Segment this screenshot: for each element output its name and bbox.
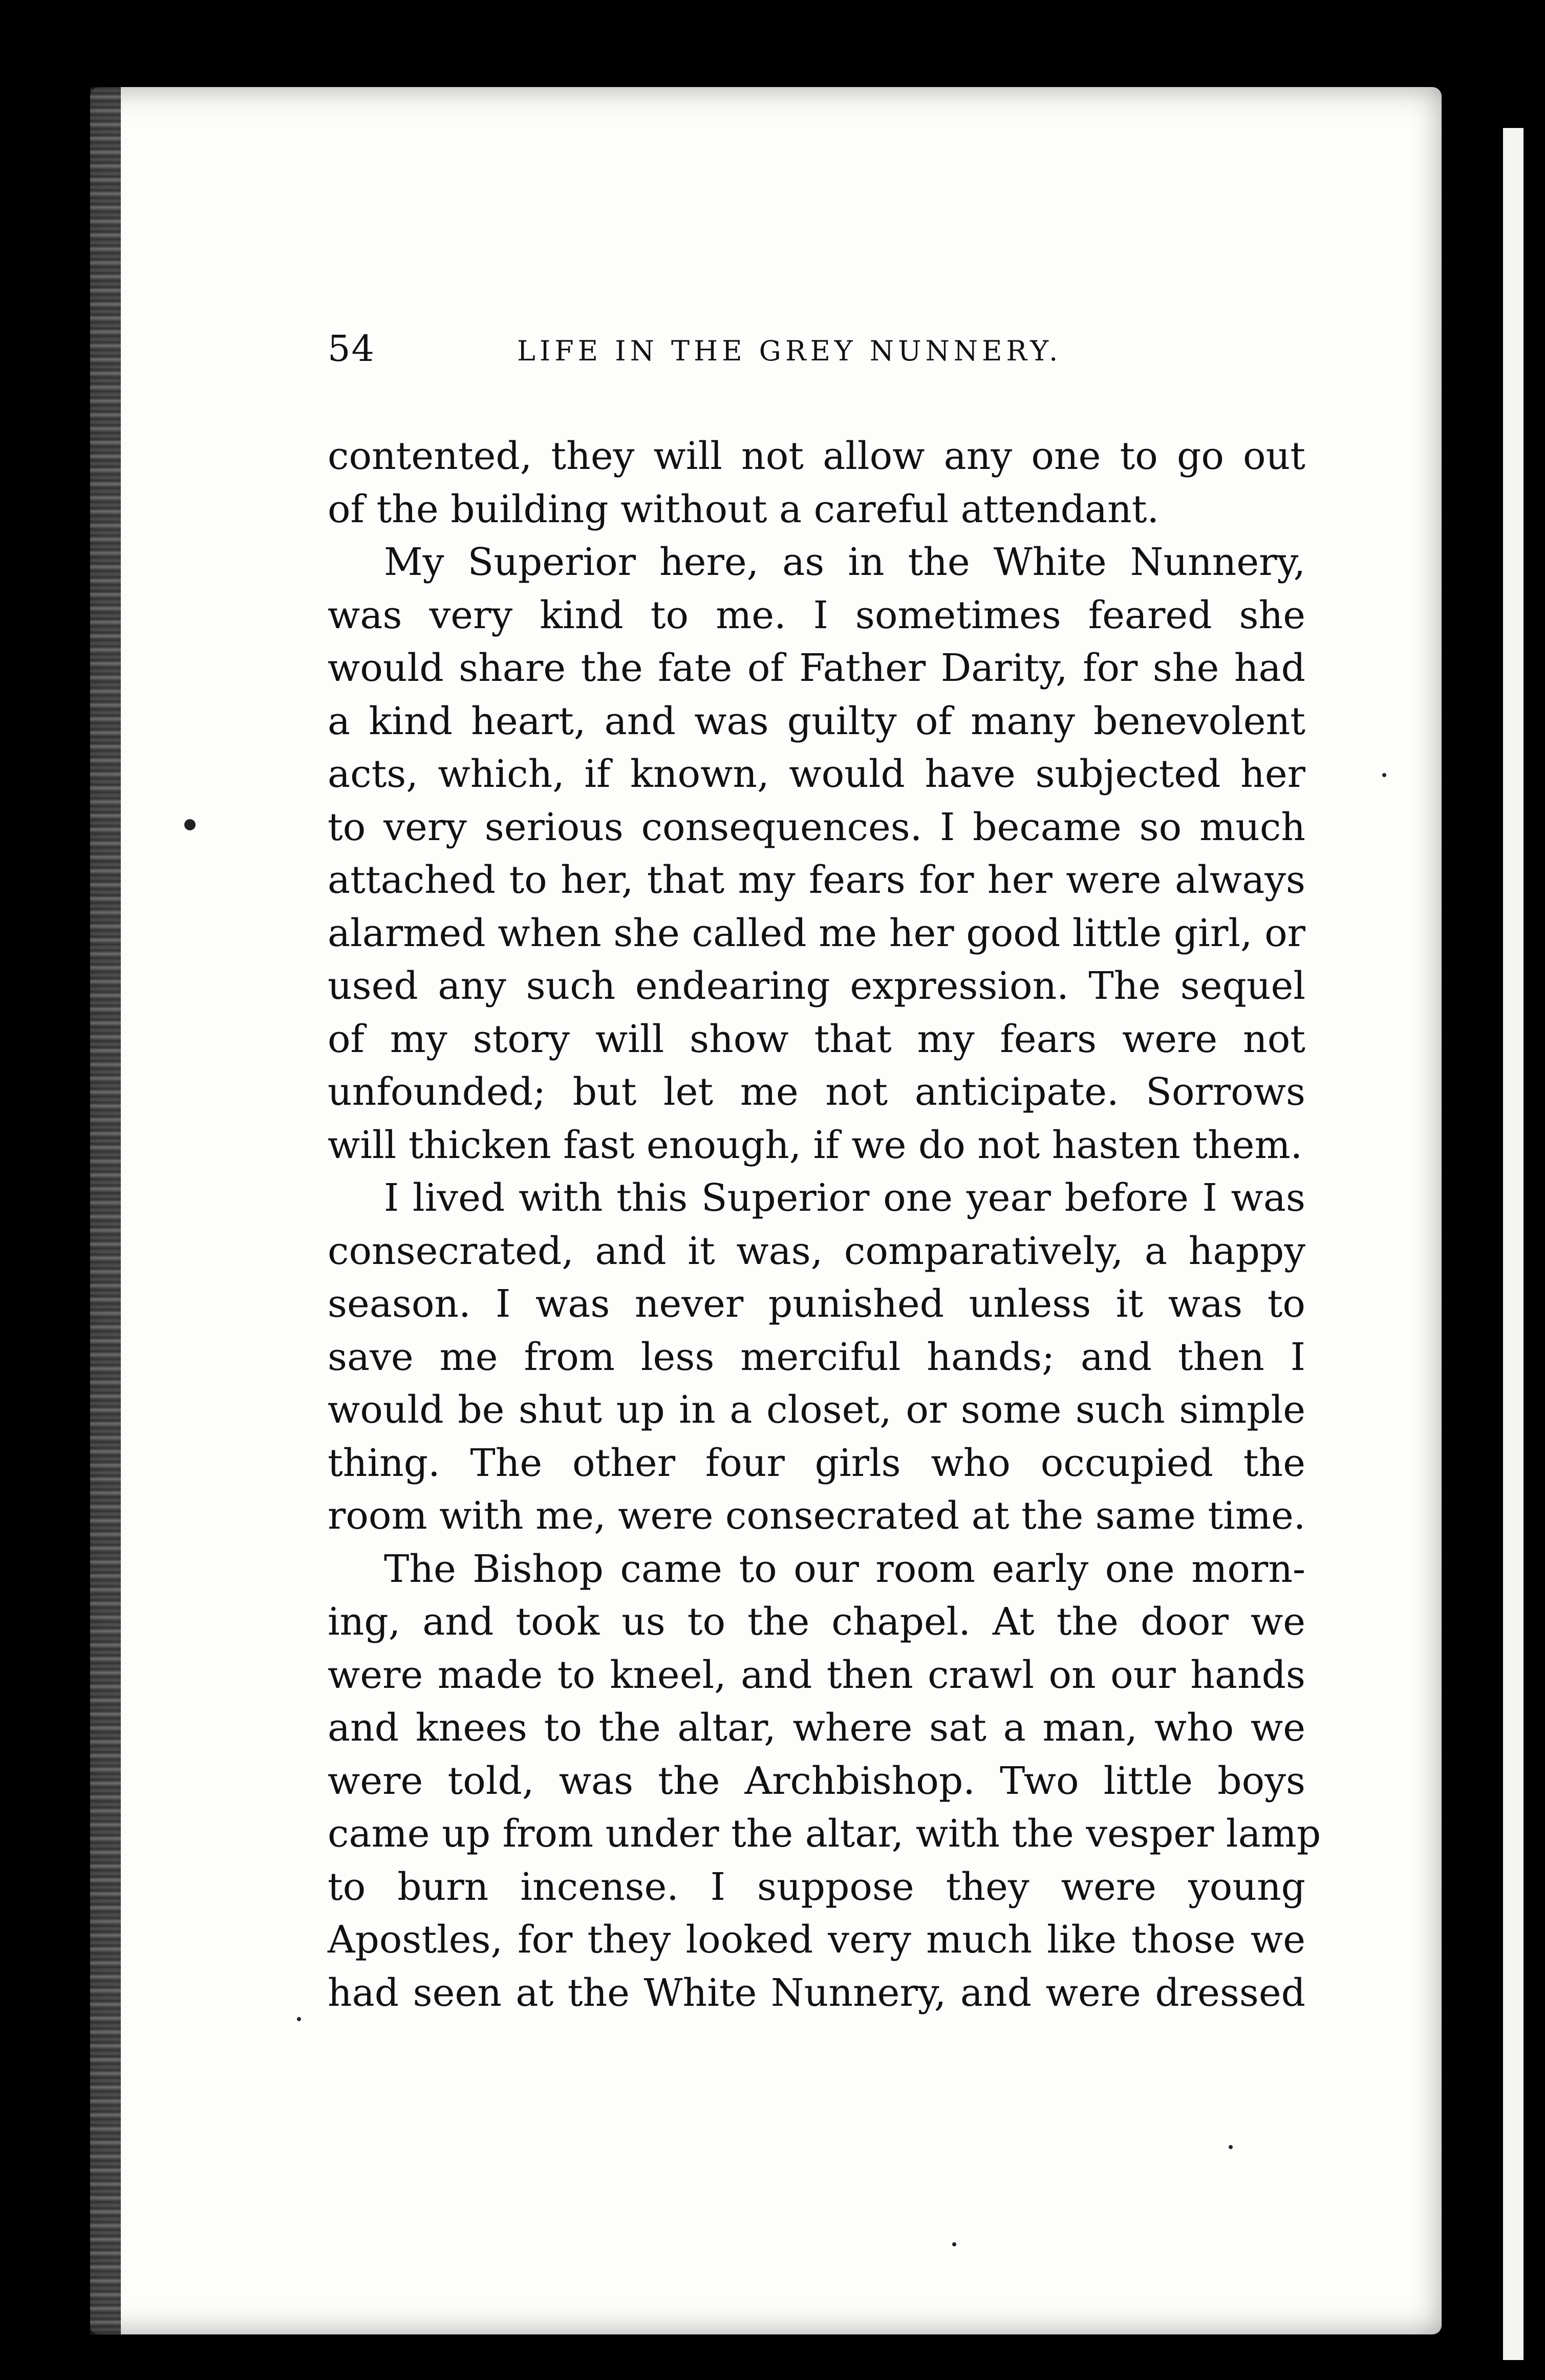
text-line: season. I was never punished unless it was to xyxy=(328,1282,1305,1326)
text-line: Apostles, for they looked very much like those we xyxy=(328,1918,1305,1962)
text-line: I lived with this Superior one year before I was xyxy=(384,1176,1305,1220)
text-line: and knees to the altar, where sat a man, who we xyxy=(328,1706,1305,1750)
text-line: alarmed when she called me her good little girl, or xyxy=(328,911,1305,955)
text-line: would be shut up in a closet, or some such simple xyxy=(328,1388,1305,1432)
adjacent-page-edge xyxy=(1503,128,1523,2360)
text-line: attached to her, that my fears for her were always xyxy=(328,858,1305,902)
text-line: My Superior here, as in the White Nunnery, xyxy=(384,540,1305,584)
text-line: to burn incense. I suppose they were young xyxy=(328,1864,1305,1909)
scan-speck xyxy=(184,819,196,830)
scan-speck xyxy=(952,2242,956,2246)
text-line: room with me, were consecrated at the same time. xyxy=(328,1494,1306,1538)
page-number: 54 xyxy=(328,328,376,370)
text-line: were told, was the Archbishop. Two little boys xyxy=(328,1759,1305,1803)
text-line: will thicken fast enough, if we do not hasten them. xyxy=(328,1123,1303,1167)
text-line: would share the fate of Father Darity, for she had xyxy=(328,646,1305,690)
text-line: were made to kneel, and then crawl on our hands xyxy=(328,1653,1305,1697)
text-line: a kind heart, and was guilty of many benevolent xyxy=(328,699,1305,743)
text-line: was very kind to me. I sometimes feared she xyxy=(328,593,1305,637)
text-line: had seen at the White Nunnery, and were dressed xyxy=(328,1970,1305,2015)
text-line: save me from less merciful hands; and then I xyxy=(328,1335,1305,1379)
text-line: unfounded; but let me not anticipate. Sorrows xyxy=(328,1070,1305,1114)
text-line: came up from under the altar, with the vesper lamp xyxy=(328,1812,1321,1856)
text-line: acts, which, if known, would have subjected her xyxy=(328,752,1305,796)
text-line: thing. The other four girls who occupied the xyxy=(328,1441,1305,1485)
scan-speck xyxy=(297,2017,301,2021)
text-line: of the building without a careful attendant. xyxy=(328,487,1160,531)
running-title: LIFE IN THE GREY NUNNERY. xyxy=(517,335,1062,367)
scan-speck xyxy=(1382,773,1386,777)
text-line: of my story will show that my fears were not xyxy=(328,1017,1305,1061)
running-header xyxy=(328,328,1305,374)
text-line: used any such endearing expression. The sequel xyxy=(328,964,1305,1008)
text-line: contented, they will not allow any one to go out xyxy=(328,434,1305,478)
page-gutter-shadow xyxy=(90,87,121,2334)
text-line: to very serious consequences. I became so much xyxy=(328,805,1305,849)
scan-speck xyxy=(1229,2145,1233,2149)
text-line: ing, and took us to the chapel. At the door we xyxy=(328,1600,1305,1644)
text-line: The Bishop came to our room early one morn- xyxy=(384,1547,1305,1591)
body-text xyxy=(328,430,1321,2020)
text-line: consecrated, and it was, comparatively, a happy xyxy=(328,1229,1305,1273)
